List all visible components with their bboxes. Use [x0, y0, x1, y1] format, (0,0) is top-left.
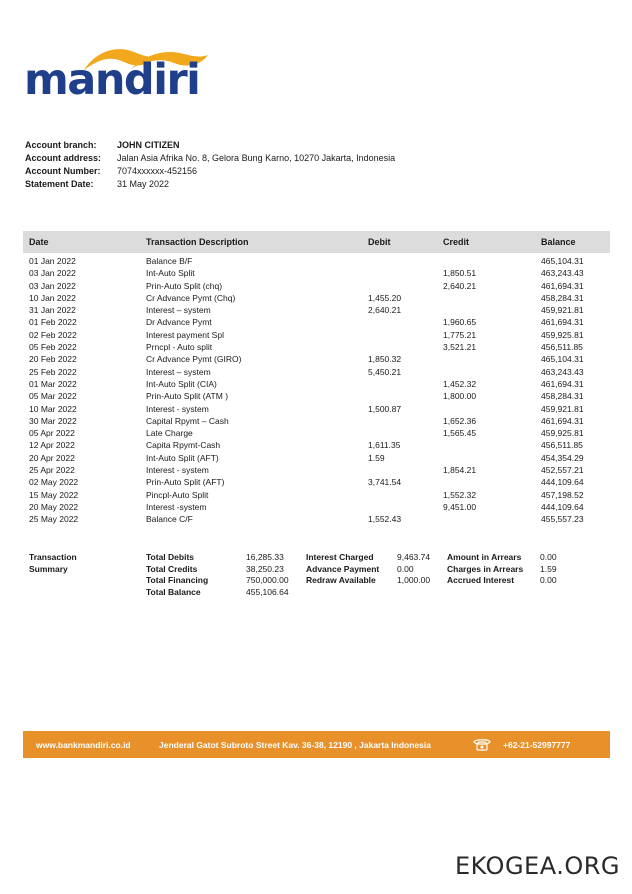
row-balance: 461,694.31	[541, 415, 584, 426]
row-description: Cr Advance Pymt (Chq)	[146, 292, 236, 303]
row-balance: 463,243.43	[541, 366, 584, 377]
row-description: Interest - system	[146, 403, 209, 414]
row-balance: 461,694.31	[541, 280, 584, 291]
row-balance: 459,925.81	[541, 329, 584, 340]
row-description: Late Charge	[146, 428, 193, 439]
row-balance: 455,557.23	[541, 514, 584, 525]
transaction-table-body	[23, 255, 610, 526]
mandiri-logo	[24, 44, 224, 104]
table-row	[23, 304, 610, 316]
header-credit: Credit	[443, 237, 470, 247]
table-row	[23, 280, 610, 292]
row-description: Dr Advance Pymt	[146, 317, 212, 328]
row-debit: 1.59	[368, 452, 385, 463]
statement-date-row	[25, 178, 395, 191]
row-date: 31 Jan 2022	[29, 305, 76, 316]
row-description: Pincpl-Auto Split	[146, 489, 209, 500]
header-description: Transaction Description	[146, 237, 249, 247]
total-debits-label: Total Debits	[146, 552, 195, 562]
interest-charged-value: 9,463.74	[397, 552, 431, 562]
table-row	[23, 501, 610, 513]
row-balance: 459,921.81	[541, 403, 584, 414]
row-debit: 1,500.87	[368, 403, 402, 414]
total-balance-label: Total Balance	[146, 587, 201, 598]
row-credit: 1,775.21	[443, 329, 477, 340]
accrued-interest-label: Accrued Interest	[447, 575, 515, 586]
row-debit: 1,611.35	[368, 440, 401, 451]
row-description: Interest – system	[146, 366, 211, 377]
row-debit: 1,552.43	[368, 514, 402, 525]
header-date: Date	[29, 237, 49, 247]
row-description: Prin-Auto Split (AFT)	[146, 477, 225, 488]
row-description: Prncpl - Auto split	[146, 342, 213, 353]
row-description: Balance C/F	[146, 514, 193, 525]
table-row	[23, 427, 610, 439]
table-row	[23, 366, 610, 378]
footer-phone[interactable]: +62-21-52997777	[503, 740, 571, 750]
row-date: 30 Mar 2022	[29, 415, 77, 426]
row-date: 15 May 2022	[29, 489, 79, 500]
row-balance: 454,354.29	[541, 452, 584, 463]
footer-website-link[interactable]: www.bankmandiri.co.id	[36, 740, 131, 750]
table-row	[23, 378, 610, 390]
row-balance: 458,284.31	[541, 391, 584, 402]
account-branch-label: Account branch:	[25, 140, 97, 150]
row-balance: 461,694.31	[541, 378, 584, 389]
row-description: Interest - system	[146, 465, 209, 476]
row-credit: 1,452.32	[443, 378, 477, 389]
account-address-value: Jalan Asia Afrika No. 8, Gelora Bung Karno, 10270 Jakarta, Indonesia	[117, 153, 396, 163]
account-branch-value: JOHN CITIZEN	[117, 140, 180, 150]
row-description: Capita Rpymt-Cash	[146, 440, 221, 451]
table-row	[23, 255, 610, 267]
row-date: 01 Feb 2022	[29, 317, 77, 328]
total-credits-label: Total Credits	[146, 563, 198, 574]
row-balance: 465,104.31	[541, 256, 584, 266]
row-balance: 456,511.85	[541, 342, 583, 353]
watermark: EKOGEA.ORG	[454, 852, 620, 880]
row-credit: 2,640.21	[443, 280, 477, 291]
row-date: 01 Mar 2022	[29, 378, 77, 389]
header-debit: Debit	[368, 237, 391, 247]
table-row	[23, 267, 610, 279]
table-row	[23, 316, 610, 328]
row-date: 05 Apr 2022	[29, 428, 75, 439]
row-credit: 1,854.21	[443, 465, 477, 476]
row-credit: 1,960.65	[443, 317, 477, 328]
row-balance: 458,284.31	[541, 292, 584, 303]
summary-title-line2: Summary	[29, 563, 68, 574]
account-number-label: Account Number:	[25, 166, 101, 176]
row-description: Interest -system	[146, 501, 207, 512]
table-row	[23, 341, 610, 353]
row-debit: 3,741.54	[368, 477, 402, 488]
row-date: 20 May 2022	[29, 501, 79, 512]
row-description: Int-Auto Split (AFT)	[146, 452, 219, 463]
row-debit: 1,455.20	[368, 292, 402, 303]
row-date: 25 Feb 2022	[29, 366, 77, 377]
telephone-icon	[472, 737, 492, 752]
table-row	[23, 390, 610, 402]
statement-date-value: 31 May 2022	[117, 179, 170, 189]
row-date: 25 May 2022	[29, 514, 79, 525]
row-description: Int-Auto Split	[146, 268, 195, 279]
table-row	[23, 513, 610, 525]
account-number-row	[25, 165, 395, 178]
row-balance: 463,243.43	[541, 268, 584, 279]
row-balance: 461,694.31	[541, 317, 584, 328]
table-row	[23, 329, 610, 341]
row-date: 03 Jan 2022	[29, 268, 76, 279]
row-balance: 456,511.85	[541, 440, 583, 451]
row-description: Capital Rpymt – Cash	[146, 415, 229, 426]
accrued-interest-value: 0.00	[540, 575, 557, 586]
total-balance-value: 455,106.64	[246, 587, 289, 598]
header-balance: Balance	[541, 237, 576, 247]
charges-in-arrears-value: 1.59	[540, 563, 557, 574]
row-description: Prin-Auto Split (ATM )	[146, 391, 229, 402]
row-date: 10 Jan 2022	[29, 292, 76, 303]
brand-name: mandiri	[24, 55, 200, 105]
row-credit: 9,451.00	[443, 501, 477, 512]
advance-payment-value: 0.00	[397, 563, 414, 574]
row-date: 10 Mar 2022	[29, 403, 77, 414]
row-date: 20 Feb 2022	[29, 354, 77, 365]
account-address-row	[25, 152, 395, 165]
row-credit: 1,552.32	[443, 489, 477, 500]
row-debit: 5,450.21	[368, 366, 402, 377]
row-date: 02 May 2022	[29, 477, 79, 488]
account-address-label: Account address:	[25, 153, 102, 163]
row-balance: 459,925.81	[541, 428, 584, 439]
table-row	[23, 476, 610, 488]
advance-payment-label: Advance Payment	[306, 563, 380, 574]
table-row	[23, 415, 610, 427]
row-balance: 444,109.64	[541, 501, 584, 512]
row-date: 03 Jan 2022	[29, 280, 76, 291]
row-credit: 1,565.45	[443, 428, 477, 439]
row-date: 02 Feb 2022	[29, 329, 77, 340]
table-row	[23, 489, 610, 501]
amount-in-arrears-value: 0.00	[540, 552, 557, 562]
row-credit: 3,521.21	[443, 342, 477, 353]
row-date: 20 Apr 2022	[29, 452, 75, 463]
row-description: Interest – system	[146, 305, 211, 316]
table-row	[23, 353, 610, 365]
total-debits-value: 16,285.33	[246, 552, 284, 562]
row-credit: 1,800.00	[443, 391, 477, 402]
summary-title-line1: Transaction	[29, 552, 77, 562]
table-row	[23, 403, 610, 415]
row-date: 05 Feb 2022	[29, 342, 77, 353]
account-branch-row	[25, 139, 395, 152]
row-credit: 1,850.51	[443, 268, 477, 279]
account-info	[25, 139, 395, 191]
charges-in-arrears-label: Charges in Arrears	[447, 563, 524, 574]
redraw-available-label: Redraw Available	[306, 575, 376, 586]
row-balance: 465,104.31	[541, 354, 584, 365]
row-description: Int-Auto Split (CIA)	[146, 378, 217, 389]
row-description: Balance B/F	[146, 256, 193, 266]
table-row	[23, 439, 610, 451]
footer-address: Jenderal Gatot Subroto Street Kav. 36-38, 12190 , Jakarta Indonesia	[159, 740, 431, 750]
row-debit: 1,850.32	[368, 354, 402, 365]
row-date: 05 Mar 2022	[29, 391, 77, 402]
row-credit: 1,652.36	[443, 415, 477, 426]
row-description: Interest payment Spl	[146, 329, 224, 340]
row-date: 12 Apr 2022	[29, 440, 75, 451]
total-credits-value: 38,250.23	[246, 563, 284, 574]
row-date: 01 Jan 2022	[29, 256, 76, 266]
table-row	[23, 464, 610, 476]
row-balance: 444,109.64	[541, 477, 584, 488]
table-row	[23, 452, 610, 464]
row-description: Prin-Auto Split (chq)	[146, 280, 223, 291]
row-debit: 2,640.21	[368, 305, 402, 316]
footer-bar	[23, 731, 610, 758]
amount-in-arrears-label: Amount in Arrears	[447, 552, 522, 562]
row-date: 25 Apr 2022	[29, 465, 75, 476]
row-balance: 452,557.21	[541, 465, 584, 476]
interest-charged-label: Interest Charged	[306, 552, 374, 562]
row-balance: 457,198.52	[541, 489, 584, 500]
total-financing-value: 750,000.00	[246, 575, 289, 586]
transaction-table-header	[23, 231, 610, 253]
total-financing-label: Total Financing	[146, 575, 209, 586]
account-number-value: 7074xxxxxx-452156	[117, 166, 198, 176]
table-row	[23, 292, 610, 304]
row-description: Cr Advance Pymt (GIRO)	[146, 354, 242, 365]
row-balance: 459,921.81	[541, 305, 584, 316]
redraw-available-value: 1,000.00	[397, 575, 431, 586]
statement-date-label: Statement Date:	[25, 179, 94, 189]
